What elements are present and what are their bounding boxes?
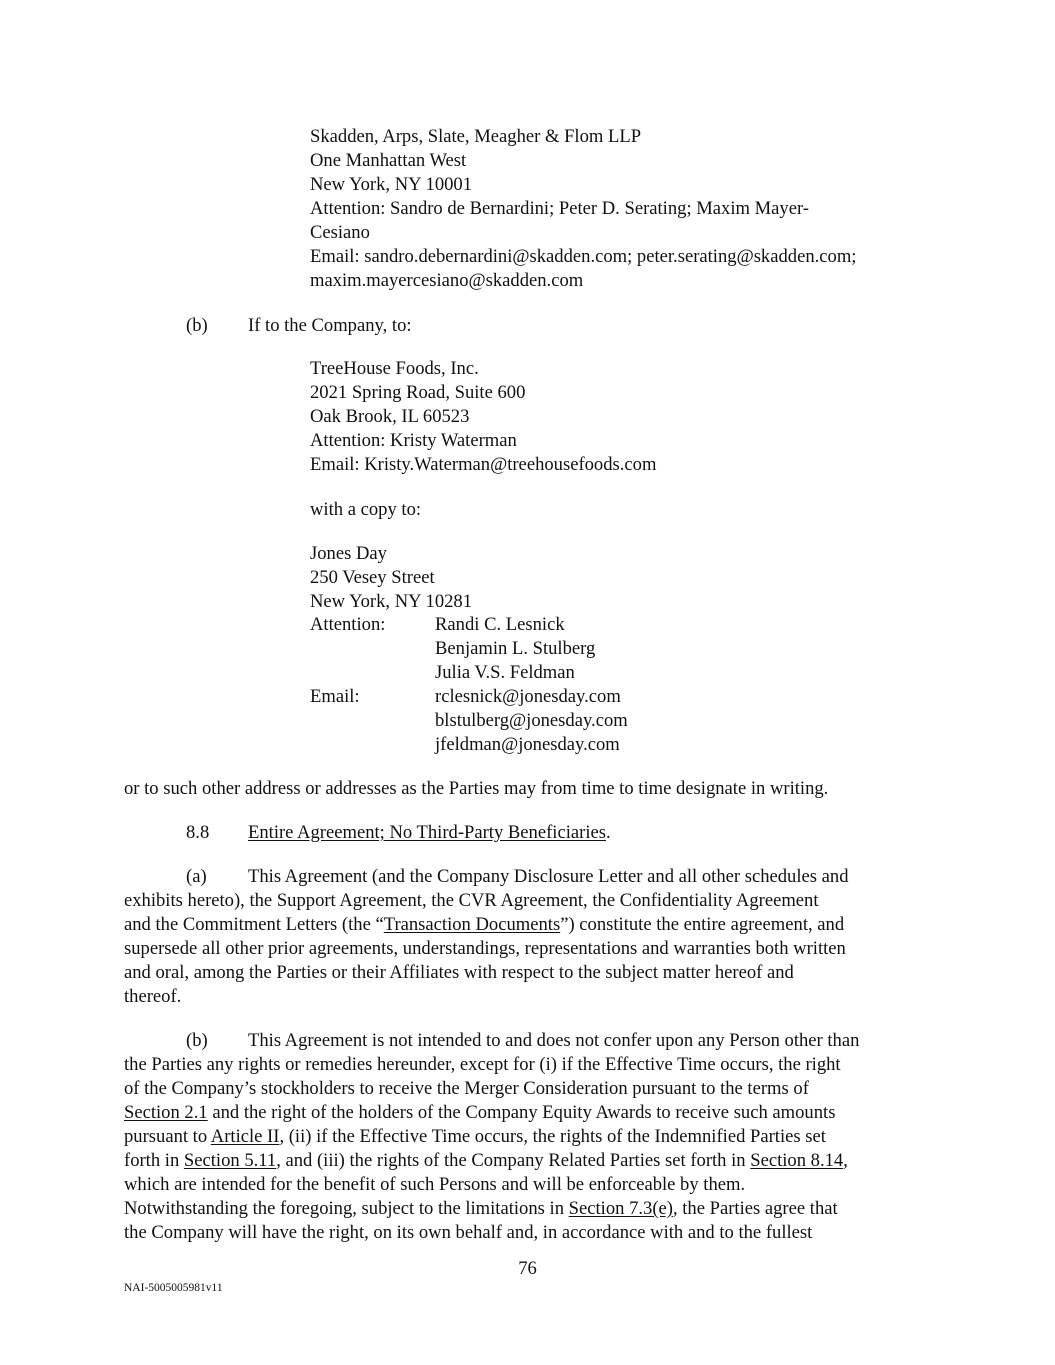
paragraph-line: of the Company’s stockholders to receive the Merger Consideration pursuant to the terms of (124, 1078, 809, 1099)
section-title: Entire Agreement; No Third-Party Beneficiaries (248, 822, 606, 843)
paragraph-text: This Agreement (and the Company Disclosure Letter and all other schedules and (248, 866, 849, 887)
jones-day-email: rclesnick@jonesday.com (435, 686, 621, 707)
item-b-marker: (b) (186, 315, 208, 336)
jones-day-city: New York, NY 10281 (310, 591, 473, 612)
company-attention: Attention: Kristy Waterman (310, 430, 517, 451)
company-email: Email: Kristy.Waterman@treehousefoods.com (310, 454, 657, 475)
paragraph-text: Notwithstanding the foregoing, subject to the limitations in (124, 1198, 569, 1219)
closing-line: or to such other address or addresses as the Parties may from time to time designate in writing. (124, 778, 829, 799)
address-attention-cont: Cesiano (310, 222, 370, 243)
paragraph-text: and the right of the holders of the Company Equity Awards to receive such amounts (207, 1102, 836, 1123)
company-city: Oak Brook, IL 60523 (310, 406, 470, 427)
company-name: TreeHouse Foods, Inc. (310, 358, 479, 379)
defined-term: Transaction Documents (383, 914, 561, 935)
paragraph-text: , (843, 1150, 848, 1171)
paragraph-line (124, 1101, 930, 1125)
paragraph-text: , and (iii) the rights of the Company Related Parties set forth in (276, 1150, 751, 1171)
copy-to-label: with a copy to: (310, 499, 422, 520)
paragraph-line: and oral, among the Parties or their Affiliates with respect to the subject matter hereof and (124, 962, 794, 983)
section-reference: Section 8.14 (750, 1150, 844, 1171)
section-heading (248, 821, 611, 845)
jones-day-attention-name: Randi C. Lesnick (435, 614, 565, 635)
paragraph-line: the Company will have the right, on its own behalf and, in accordance with and to the fullest (124, 1222, 813, 1243)
paragraph-text: , (ii) if the Effective Time occurs, the rights of the Indemnified Parties set (279, 1126, 826, 1147)
section-title-period: . (605, 822, 611, 843)
jones-day-email: blstulberg@jonesday.com (435, 710, 628, 731)
item-b-text: If to the Company, to: (248, 315, 412, 336)
paragraph-text: pursuant to (124, 1126, 211, 1147)
page-number: 76 (518, 1258, 537, 1279)
jones-day-email: jfeldman@jonesday.com (435, 734, 620, 755)
paragraph-text: , the Parties agree that (672, 1198, 838, 1219)
document-id: NAI-5005005981v11 (124, 1282, 223, 1294)
section-reference: Article II (210, 1126, 280, 1147)
jones-day-street: 250 Vesey Street (310, 567, 435, 588)
section-number: 8.8 (186, 822, 210, 843)
section-reference: Section 2.1 (124, 1102, 208, 1123)
section-reference: Section 7.3(e) (568, 1198, 673, 1219)
jones-day-attention-name: Julia V.S. Feldman (435, 662, 575, 683)
jones-day-name: Jones Day (310, 543, 387, 564)
paragraph-marker: (b) (186, 1030, 208, 1051)
jones-day-attention-label: Attention: (310, 614, 386, 635)
paragraph-text: and the Commitment Letters (the “ (124, 914, 384, 935)
paragraph-line: the Parties any rights or remedies hereunder, except for (i) if the Effective Time occurs, the right (124, 1054, 841, 1075)
company-street: 2021 Spring Road, Suite 600 (310, 382, 526, 403)
paragraph-marker: (a) (186, 866, 207, 887)
paragraph-line: exhibits hereto), the Support Agreement, the CVR Agreement, the Confidentiality Agreement (124, 890, 819, 911)
jones-day-attention-name: Benjamin L. Stulberg (435, 638, 596, 659)
address-city: New York, NY 10001 (310, 174, 473, 195)
paragraph-b (124, 1029, 930, 1245)
paragraph-line: which are intended for the benefit of such Persons and will be enforceable by them. (124, 1174, 746, 1195)
address-email: Email: sandro.debernardini@skadden.com; peter.serating@skadden.com; (310, 246, 857, 267)
paragraph-line: supersede all other prior agreements, understandings, representations and warranties both written (124, 938, 846, 959)
paragraph-line (124, 913, 930, 937)
paragraph-line (124, 1197, 930, 1221)
address-attention: Attention: Sandro de Bernardini; Peter D. Serating; Maxim Mayer- (310, 198, 809, 219)
paragraph-line (124, 1125, 930, 1149)
paragraph-a (124, 865, 930, 1009)
jones-day-email-label: Email: (310, 686, 360, 707)
paragraph-text: ”) constitute the entire agreement, and (560, 914, 845, 935)
paragraph-line: thereof. (124, 986, 182, 1007)
paragraph-line (124, 1029, 930, 1053)
address-firm-name: Skadden, Arps, Slate, Meagher & Flom LLP (310, 126, 642, 147)
paragraph-text: forth in (124, 1150, 184, 1171)
paragraph-line (124, 865, 930, 889)
paragraph-text: This Agreement is not intended to and does not confer upon any Person other than (248, 1030, 860, 1051)
section-reference: Section 5.11 (183, 1150, 277, 1171)
address-street: One Manhattan West (310, 150, 467, 171)
paragraph-line (124, 1149, 930, 1173)
address-email-cont: maxim.mayercesiano@skadden.com (310, 270, 584, 291)
